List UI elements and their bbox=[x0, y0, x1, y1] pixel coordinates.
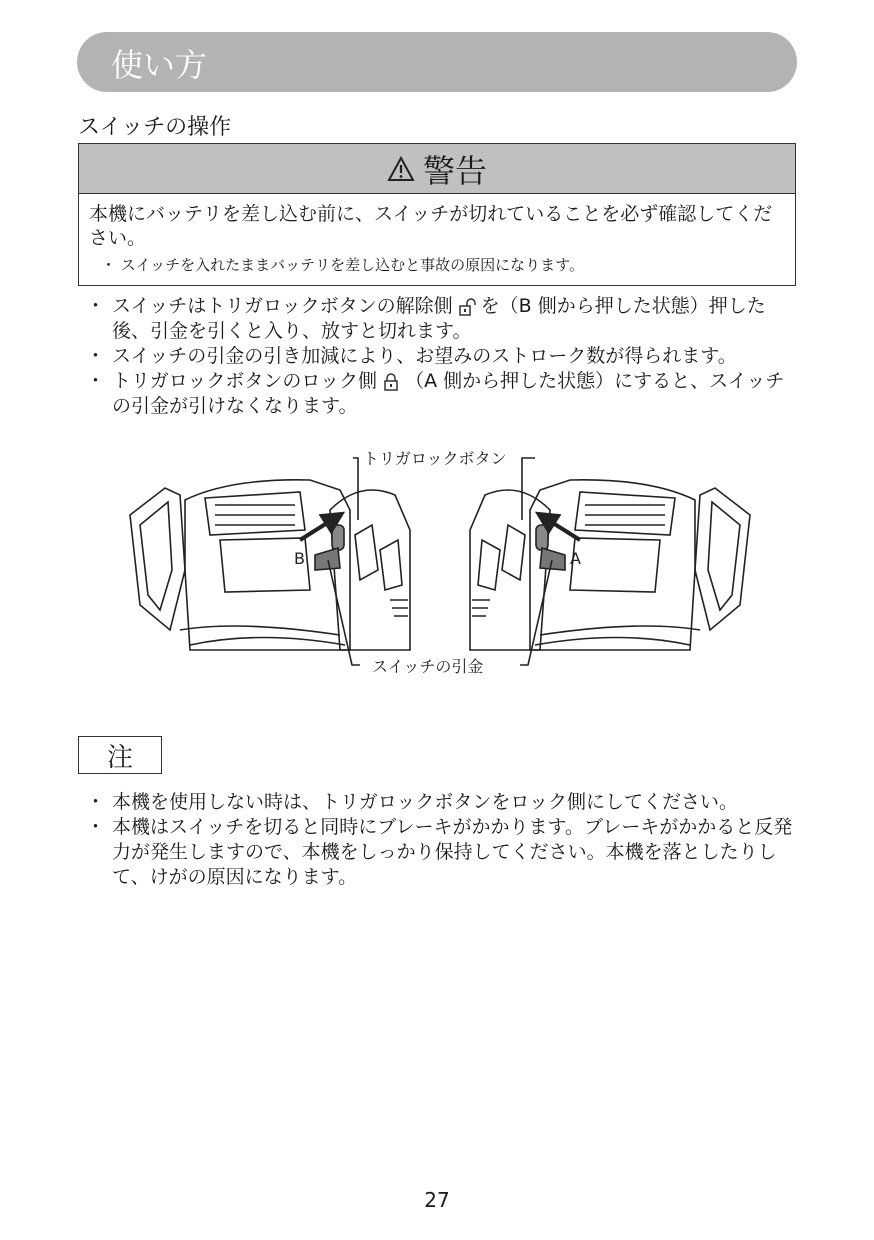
trigger-diagram bbox=[110, 440, 770, 690]
bullet-text: スイッチはトリガロックボタンの解除側 bbox=[112, 295, 453, 317]
lock-icon bbox=[381, 372, 401, 392]
usage-bullets bbox=[78, 294, 798, 419]
trigger-lock-label: トリガロックボタン bbox=[363, 449, 507, 468]
list-item: ・ スイッチはトリガロックボタンの解除側 を（B 側から押した状態）押した後、引金を引くと入り、放すと切れます。 bbox=[86, 295, 766, 342]
bullet-text: スイッチの引金の引き加減により、お望みのストローク数が得られます。 bbox=[112, 345, 737, 367]
side-b-label: B bbox=[294, 549, 305, 568]
section-title: スイッチの操作 bbox=[78, 115, 232, 140]
list-item: ・ 本機を使用しない時は、トリガロックボタンをロック側にしてください。 bbox=[86, 791, 739, 813]
warning-text: 本機にバッテリを差し込む前に、スイッチが切れていることを必ず確認してください。 bbox=[89, 203, 773, 249]
unlock-icon bbox=[457, 297, 477, 317]
note-text: 本機を使用しない時は、トリガロックボタンをロック側にしてください。 bbox=[112, 791, 739, 813]
list-item: ・ 本機はスイッチを切ると同時にブレーキがかかります。ブレーキがかかると反発力が発生しますので、本機をしっかり保持してください。本機を落としたりして、けがの原因になります。 bbox=[86, 816, 793, 888]
warning-subtext: ・ スイッチを入れたままバッテリを差し込むと事故の原因になります。 bbox=[101, 256, 584, 274]
bullet-text: を（B 側から押した状態）押した後、引金を引くと入り、放すと切れます。 bbox=[112, 295, 766, 342]
list-item: ・ スイッチの引金の引き加減により、お望みのストローク数が得られます。 bbox=[86, 345, 737, 367]
warning-body bbox=[79, 194, 795, 283]
side-a-label: A bbox=[570, 549, 581, 568]
warning-box bbox=[78, 143, 796, 286]
note-text: 本機はスイッチを切ると同時にブレーキがかかります。ブレーキがかかると反発力が発生しますので、本機をしっかり保持してください。本機を落としたりして、けがの原因になります。 bbox=[112, 816, 793, 888]
bullet-text: トリガロックボタンのロック側 bbox=[112, 370, 378, 392]
header-bar bbox=[77, 32, 797, 92]
page-number: 27 bbox=[424, 1188, 450, 1212]
note-title: 注 bbox=[78, 736, 162, 774]
warning-header bbox=[79, 144, 795, 194]
switch-trigger-label: スイッチの引金 bbox=[372, 657, 484, 676]
page-title: 使い方 bbox=[111, 46, 208, 84]
bullet-text: （A 側から押した状態）にすると、スイッチの引金が引けなくなります。 bbox=[112, 370, 785, 417]
warning-title: 警告 bbox=[422, 151, 487, 190]
list-item: ・ トリガロックボタンのロック側 （A 側から押した状態）にすると、スイッチの引金が引けなくなります。 bbox=[86, 370, 785, 417]
warning-triangle-icon bbox=[387, 156, 415, 182]
note-bullets bbox=[78, 790, 798, 890]
